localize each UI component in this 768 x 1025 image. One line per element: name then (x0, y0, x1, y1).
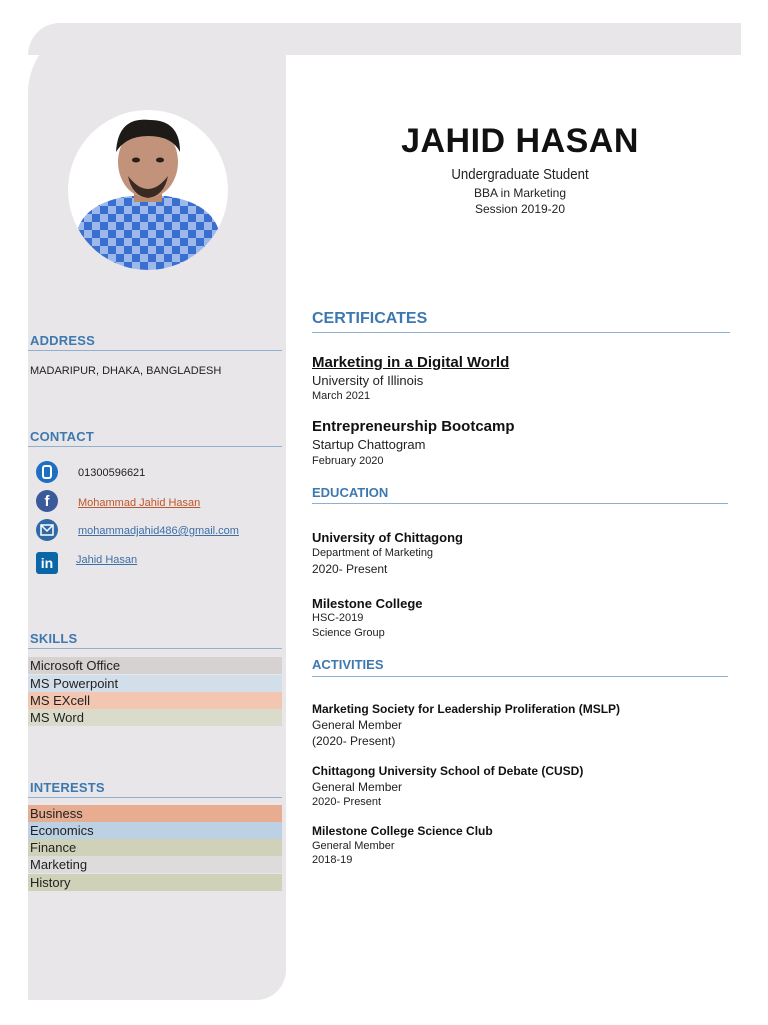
certificate-date: February 2020 (312, 455, 384, 467)
education-detail: HSC-2019 (312, 612, 364, 624)
education-school: University of Chittagong (312, 530, 463, 545)
activity-role: General Member (312, 840, 395, 852)
activity-period: 2020- Present (312, 796, 382, 808)
contact-heading: CONTACT (30, 429, 94, 444)
activities-divider (312, 676, 728, 677)
session-text: Session 2019-20 (474, 202, 566, 216)
interests-heading: INTERESTS (30, 780, 105, 795)
skills-heading: SKILLS (30, 631, 78, 646)
phone-icon (36, 461, 58, 483)
activities-heading: ACTIVITIES (312, 657, 384, 672)
interest-bar: Business (28, 805, 282, 822)
address-divider (28, 350, 282, 351)
interests-divider (28, 797, 282, 798)
linkedin-link[interactable]: Jahid Hasan (76, 554, 138, 566)
skills-divider (28, 648, 282, 649)
certificates-divider (312, 332, 730, 333)
role-text: Undergraduate Student (451, 166, 589, 183)
degree-text: BBA in Marketing (473, 186, 567, 200)
activity-role: General Member (312, 718, 403, 732)
interest-bar: Marketing (28, 856, 282, 873)
education-detail: Department of Marketing (312, 547, 434, 559)
contact-divider (28, 446, 282, 447)
activity-period: (2020- Present) (312, 734, 396, 748)
profile-photo (68, 110, 228, 270)
activity-title: Milestone College Science Club (312, 824, 493, 838)
education-divider (312, 503, 728, 504)
facebook-link[interactable]: Mohammad Jahid Hasan (78, 497, 201, 509)
certificate-org: Startup Chattogram (312, 437, 426, 452)
interest-bar: Economics (28, 822, 282, 839)
skill-bar: Microsoft Office (28, 657, 282, 674)
certificate-date: March 2021 (312, 390, 371, 402)
activity-title: Marketing Society for Leadership Proliferation (MSLP) (312, 702, 621, 716)
skill-bar: MS EXcell (28, 692, 282, 709)
activity-title: Chittagong University School of Debate (CUSD) (312, 764, 584, 778)
certificates-heading: CERTIFICATES (312, 310, 428, 327)
education-heading: EDUCATION (312, 485, 389, 500)
name-heading: JAHID HASAN (401, 122, 639, 160)
phone-number: 01300596621 (78, 467, 146, 479)
certificate-title: Marketing in a Digital World (312, 354, 510, 371)
education-detail: 2020- Present (312, 562, 388, 576)
activity-role: General Member (312, 780, 403, 794)
address-value: MADARIPUR, DHAKA, BANGLADESH (30, 365, 222, 377)
certificate-org: University of Illinois (312, 373, 424, 388)
linkedin-icon: in (36, 552, 58, 574)
address-heading: ADDRESS (30, 333, 95, 348)
interest-bar: Finance (28, 839, 282, 856)
skill-bar: MS Powerpoint (28, 675, 282, 692)
email-link[interactable]: mohammadjahid486@gmail.com (78, 525, 239, 537)
education-detail: Science Group (312, 627, 385, 639)
certificate-title: Entrepreneurship Bootcamp (312, 418, 515, 435)
interest-bar: History (28, 874, 282, 891)
activity-period: 2018-19 (312, 854, 353, 866)
facebook-icon: f (36, 490, 58, 512)
skill-bar: MS Word (28, 709, 282, 726)
education-school: Milestone College (312, 596, 423, 611)
email-icon (36, 519, 58, 541)
